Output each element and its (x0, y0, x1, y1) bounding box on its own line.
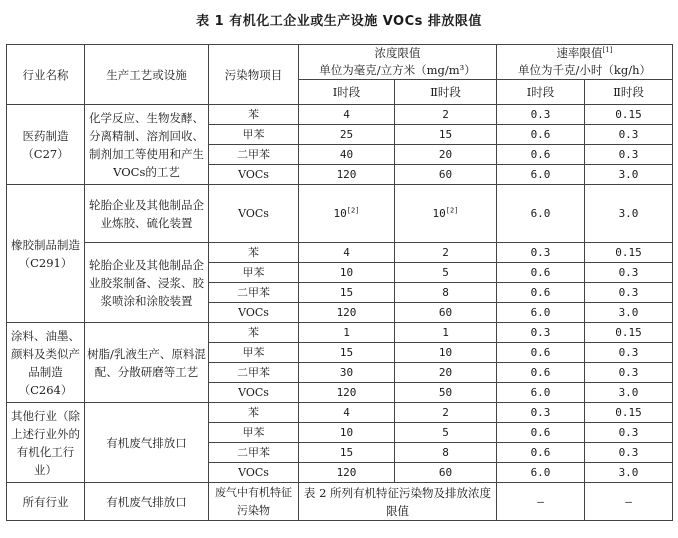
process-cell-other: 有机废气排放口 (85, 403, 209, 483)
rate-p1-cell: 6.0 (497, 185, 585, 243)
industry-cell-rubber: 橡胶制品制造（C291） (7, 185, 85, 323)
rate-title: 速率限值 (556, 46, 603, 60)
rate-p2-cell: 3.0 (585, 463, 673, 483)
conc-p2-cell: 2 (395, 105, 497, 125)
header-rate-period-1: Ⅰ时段 (497, 80, 585, 105)
table-row (7, 185, 673, 243)
industry-cell-all: 所有行业 (7, 483, 85, 521)
conc-p1-cell: 1 (299, 323, 395, 343)
conc-p1-cell: 10 (299, 263, 395, 283)
pollutant-cell: VOCs (209, 185, 299, 243)
pollutant-cell: VOCs (209, 303, 299, 323)
conc-p1-cell (299, 185, 395, 243)
conc-p2-cell: 5 (395, 263, 497, 283)
rate-p2-cell: 0.3 (585, 263, 673, 283)
conc-p1-cell: 120 (299, 303, 395, 323)
rate-p1-cell: 0.3 (497, 243, 585, 263)
rate-p2-cell: 0.15 (585, 323, 673, 343)
header-rate-period-2: Ⅱ时段 (585, 80, 673, 105)
rate-p1-cell: 0.6 (497, 423, 585, 443)
rate-note: [1] (602, 46, 613, 55)
pollutant-cell: VOCs (209, 463, 299, 483)
pollutant-cell: 甲苯 (209, 343, 299, 363)
table-row (7, 243, 673, 263)
table-caption: 表 1 有机化工企业或生产设施 VOCs 排放限值 (196, 14, 482, 29)
header-rate (497, 45, 673, 80)
conc-p1-cell: 25 (299, 125, 395, 145)
conc-p2-cell: 10 (395, 343, 497, 363)
conc-p1-cell: 15 (299, 343, 395, 363)
rate-p2-cell: — (585, 483, 673, 521)
process-cell-all: 有机废气排放口 (85, 483, 209, 521)
voc-limits-table (6, 44, 673, 521)
conc-p2-cell: 50 (395, 383, 497, 403)
rate-p2-cell: 0.15 (585, 243, 673, 263)
conc-p2-cell: 60 (395, 303, 497, 323)
rate-unit: 单位为千克/小时（kg/h） (518, 63, 651, 77)
rate-p2-cell: 0.3 (585, 283, 673, 303)
pollutant-cell: 苯 (209, 105, 299, 125)
rate-p1-cell: 0.6 (497, 343, 585, 363)
conc-p2-cell: 20 (395, 145, 497, 165)
table-row (7, 483, 673, 521)
conc-p2-cell: 8 (395, 443, 497, 463)
rate-p2-cell: 3.0 (585, 383, 673, 403)
conc-p2-cell (395, 185, 497, 243)
conc-p1-cell: 15 (299, 283, 395, 303)
rate-p1-cell: 6.0 (497, 463, 585, 483)
pollutant-cell: 二甲苯 (209, 283, 299, 303)
conc-p2-cell: 20 (395, 363, 497, 383)
process-cell-rubber-a: 轮胎企业及其他制品企业炼胶、硫化装置 (85, 185, 209, 243)
rate-p1-cell: 0.6 (497, 263, 585, 283)
rate-p1-cell: 0.6 (497, 283, 585, 303)
header-process: 生产工艺或设施 (85, 45, 209, 105)
rate-p1-cell: 6.0 (497, 383, 585, 403)
rate-p2-cell: 0.15 (585, 403, 673, 423)
conc-p2-cell: 2 (395, 243, 497, 263)
conc-p2-cell: 60 (395, 165, 497, 185)
pollutant-cell: 二甲苯 (209, 145, 299, 165)
pollutant-cell: 二甲苯 (209, 443, 299, 463)
concentration-unit: 单位为毫克/立方米（mg/m³） (319, 63, 476, 77)
conc-p2-cell: 1 (395, 323, 497, 343)
rate-p1-cell: 0.6 (497, 125, 585, 145)
process-cell-rubber-b: 轮胎企业及其他制品企业胶浆制备、浸浆、胶浆喷涂和涂胶装置 (85, 243, 209, 323)
rate-p1-cell: 6.0 (497, 165, 585, 185)
header-conc-period-1: Ⅰ时段 (299, 80, 395, 105)
process-cell-coating: 树脂/乳液生产、原料混配、分散研磨等工艺 (85, 323, 209, 403)
conc-p1-cell: 30 (299, 363, 395, 383)
pollutant-cell: 甲苯 (209, 125, 299, 145)
conc-p1-cell: 4 (299, 105, 395, 125)
conc-p1-cell: 4 (299, 243, 395, 263)
conc-p1-cell: 40 (299, 145, 395, 165)
table-row (7, 105, 673, 125)
conc-p1-cell: 120 (299, 383, 395, 403)
rate-p1-cell: 6.0 (497, 303, 585, 323)
pollutant-cell: 二甲苯 (209, 363, 299, 383)
pollutant-cell: 苯 (209, 403, 299, 423)
rate-p2-cell: 0.3 (585, 363, 673, 383)
conc-p2-cell: 5 (395, 423, 497, 443)
rate-p2-cell: 3.0 (585, 303, 673, 323)
conc-p2-cell: 15 (395, 125, 497, 145)
conc-p1-cell: 15 (299, 443, 395, 463)
concentration-title: 浓度限值 (374, 46, 421, 60)
pollutant-cell: 甲苯 (209, 263, 299, 283)
rate-p1-cell: 0.6 (497, 363, 585, 383)
rate-p2-cell: 0.3 (585, 125, 673, 145)
rate-p2-cell: 0.3 (585, 443, 673, 463)
conc-p2-cell: 8 (395, 283, 497, 303)
rate-p1-cell: 0.3 (497, 323, 585, 343)
pollutant-cell: 废气中有机特征污染物 (209, 483, 299, 521)
process-cell-pharma: 化学反应、生物发酵、分离精制、溶剂回收、制剂加工等使用和产生VOCs的工艺 (85, 105, 209, 185)
header-industry: 行业名称 (7, 45, 85, 105)
conc-merged-cell: 表 2 所列有机特征污染物及排放浓度限值 (299, 483, 497, 521)
rate-p1-cell: 0.3 (497, 403, 585, 423)
conc-p1-cell: 10 (299, 423, 395, 443)
industry-cell-other: 其他行业（除上述行业外的有机化工行业） (7, 403, 85, 483)
conc-p1-cell: 120 (299, 463, 395, 483)
header-conc-period-2: Ⅱ时段 (395, 80, 497, 105)
rate-p1-cell: 0.6 (497, 443, 585, 463)
conc-p2-cell: 60 (395, 463, 497, 483)
industry-cell-pharma: 医药制造（C27） (7, 105, 85, 185)
table-row (7, 323, 673, 343)
header-pollutant: 污染物项目 (209, 45, 299, 105)
conc-p2-cell: 2 (395, 403, 497, 423)
pollutant-cell: VOCs (209, 165, 299, 185)
conc-p1-cell: 4 (299, 403, 395, 423)
conc-value: 10 (432, 206, 446, 220)
rate-p2-cell: 3.0 (585, 165, 673, 185)
conc-value: 10 (333, 206, 347, 220)
rate-p2-cell: 0.3 (585, 343, 673, 363)
pollutant-cell: 苯 (209, 323, 299, 343)
pollutant-cell: 甲苯 (209, 423, 299, 443)
industry-cell-coating: 涂料、油墨、颜料及类似产品制造（C264） (7, 323, 85, 403)
rate-p2-cell: 0.3 (585, 423, 673, 443)
footnote-mark: [2] (346, 205, 360, 214)
header-concentration (299, 45, 497, 80)
table-row (7, 403, 673, 423)
rate-p2-cell: 0.3 (585, 145, 673, 165)
rate-p2-cell: 3.0 (585, 185, 673, 243)
footnote-mark: [2] (445, 205, 459, 214)
pollutant-cell: 苯 (209, 243, 299, 263)
rate-p2-cell: 0.15 (585, 105, 673, 125)
rate-p1-cell: — (497, 483, 585, 521)
conc-p1-cell: 120 (299, 165, 395, 185)
pollutant-cell: VOCs (209, 383, 299, 403)
rate-p1-cell: 0.6 (497, 145, 585, 165)
rate-p1-cell: 0.3 (497, 105, 585, 125)
